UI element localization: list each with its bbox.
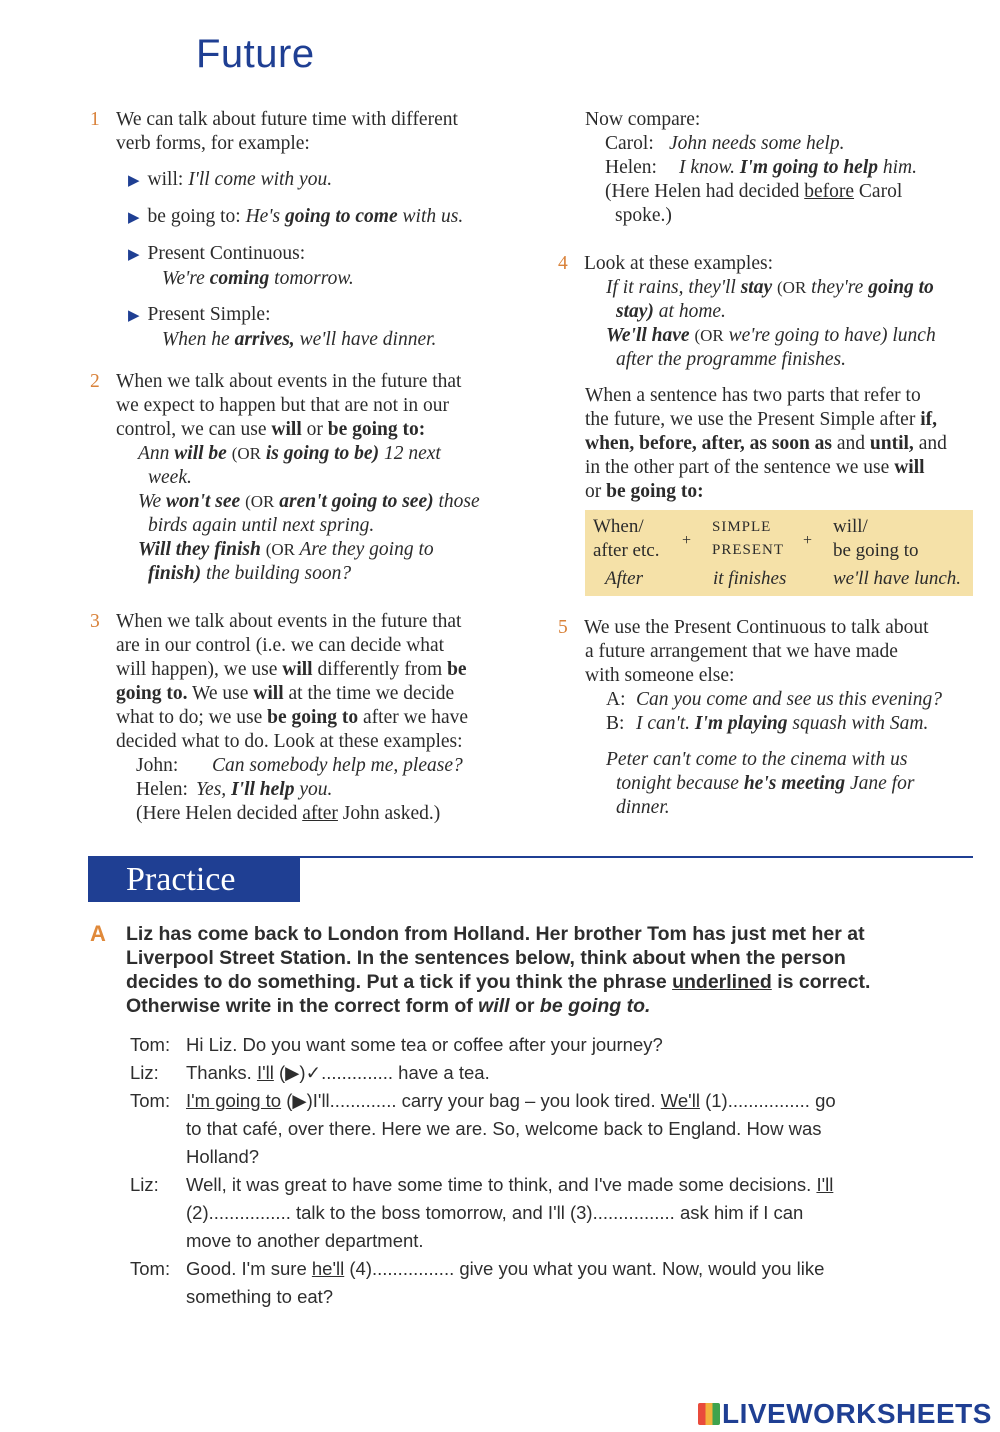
section-number: 1 [90,109,100,130]
page-title: Future [196,32,315,76]
example-bullet: ▶ Present Simple: [128,304,271,325]
section-2: 2 When we talk about events in the future that we expect to happen but that are not in our control, we can use will or be going to: Ann will be (OR is going to be) 12 next week. We won't see (OR aren't going to see) those birds again until next spring. Will they finish (OR Are they going to finish) the building soon? [90,371,480,584]
example-bullet: ▶ be going to: He's going to come with us. [128,206,464,227]
logo-icon [698,1403,720,1425]
bullet-arrow-icon: ▶ [128,173,140,189]
answer-blank-1[interactable]: (1)................ [705,1090,810,1111]
answer-blank-3[interactable]: (3)................ [569,1202,675,1223]
compare-block: Now compare: Carol: John needs some help. Helen: I know. I'm going to help him. (Here Helen had decided before Carol spoke.) [585,109,917,226]
exercise-a-letter: A [90,921,106,946]
bullet-arrow-icon: ▶ [128,308,140,324]
answer-blank-example[interactable]: ✓.............. [305,1062,394,1083]
liveworksheets-logo: LIVEWORKSHEETS [698,1398,992,1430]
answer-blank-example-2[interactable]: I'll............. [312,1090,397,1111]
section-number: 3 [90,611,100,632]
section-number: 2 [90,371,100,392]
bullet-arrow-icon: ▶ [128,247,140,263]
section-3: 3 When we talk about events in the future that are in our control (i.e. we can decide what will happen), we use will differently from be going to. We use will at the time we decide what to do; we use be going to after we have decided what to do. Look at these examples: John: Can somebody help me, please? Helen: Yes, I'll help you. (Here Helen decided after John asked.) [90,611,469,824]
tense-formula-box: When/ after etc. + SIMPLE PRESENT + will/ be going to After it finishes we'll have lunch. [585,510,973,596]
example-bullet: ▶ will: I'll come with you. [128,169,333,190]
exercise-a-instructions: Liz has come back to London from Holland. Her brother Tom has just met her at Liverpool Street Station. In the sentences below, think about when the person decides to do something. Put a tick if you think the phrase underlined is correct. Otherwise write in the correct form of will or be going to. [126,923,871,1017]
bullet-arrow-icon: ▶ [128,210,140,226]
section-5: 5 We use the Present Continuous to talk about a future arrangement that we have made with someone else: A: Can you come and see us this evening? B: I can't. I'm playing squash with Sam. Peter can't come to the cinema with us tonight because he's meeting Jane for dinner. [558,617,942,818]
section-number: 5 [558,617,568,638]
section-4: 4 Look at these examples: If it rains, they'll stay (OR they're going to stay) at home. We'll have (OR we're going to have) lunch after the programme finishes. When a sentence has two parts that refer to the future, we use the Present Simple after if, when, before, after, as soon as and until, and in the other part of the sentence we use will or be going to: [558,253,947,502]
dialogue: Tom: Hi Liz. Do you want some tea or coffee after your journey? Liz: Thanks. I'll (▶)✓.............. have a tea. Tom: I'm going to (▶)I'll............. carry your bag – you look tired. We'll (1)................ go to that café, over there. Here we are. So, welcome back to England. How was Holland? Liz: Well, it was great to have some time to think, and I've made some decisions. I'll (2)................ talk to the boss tomorrow, and I'll (3)................ ask him if I can move to another department. Tom: Good. I'm sure he'll (4)................ give you what you want. Now, would you like something to eat? [130,1034,836,1307]
practice-heading: Practice [88,856,300,902]
answer-blank-2[interactable]: (2)................ [186,1202,291,1223]
answer-blank-4[interactable]: (4)................ [349,1258,455,1279]
section-number: 4 [558,253,568,274]
example-bullet: ▶ Present Continuous: [128,243,306,264]
section-1: 1 We can talk about future time with different verb forms, for example: ▶ will: I'll come with you. ▶ be going to: He's going to come with us. ▶ Present Continuous: We're coming tomorrow. ▶ Present Simple: When he arrives, we'll have dinner. [90,108,520,352]
